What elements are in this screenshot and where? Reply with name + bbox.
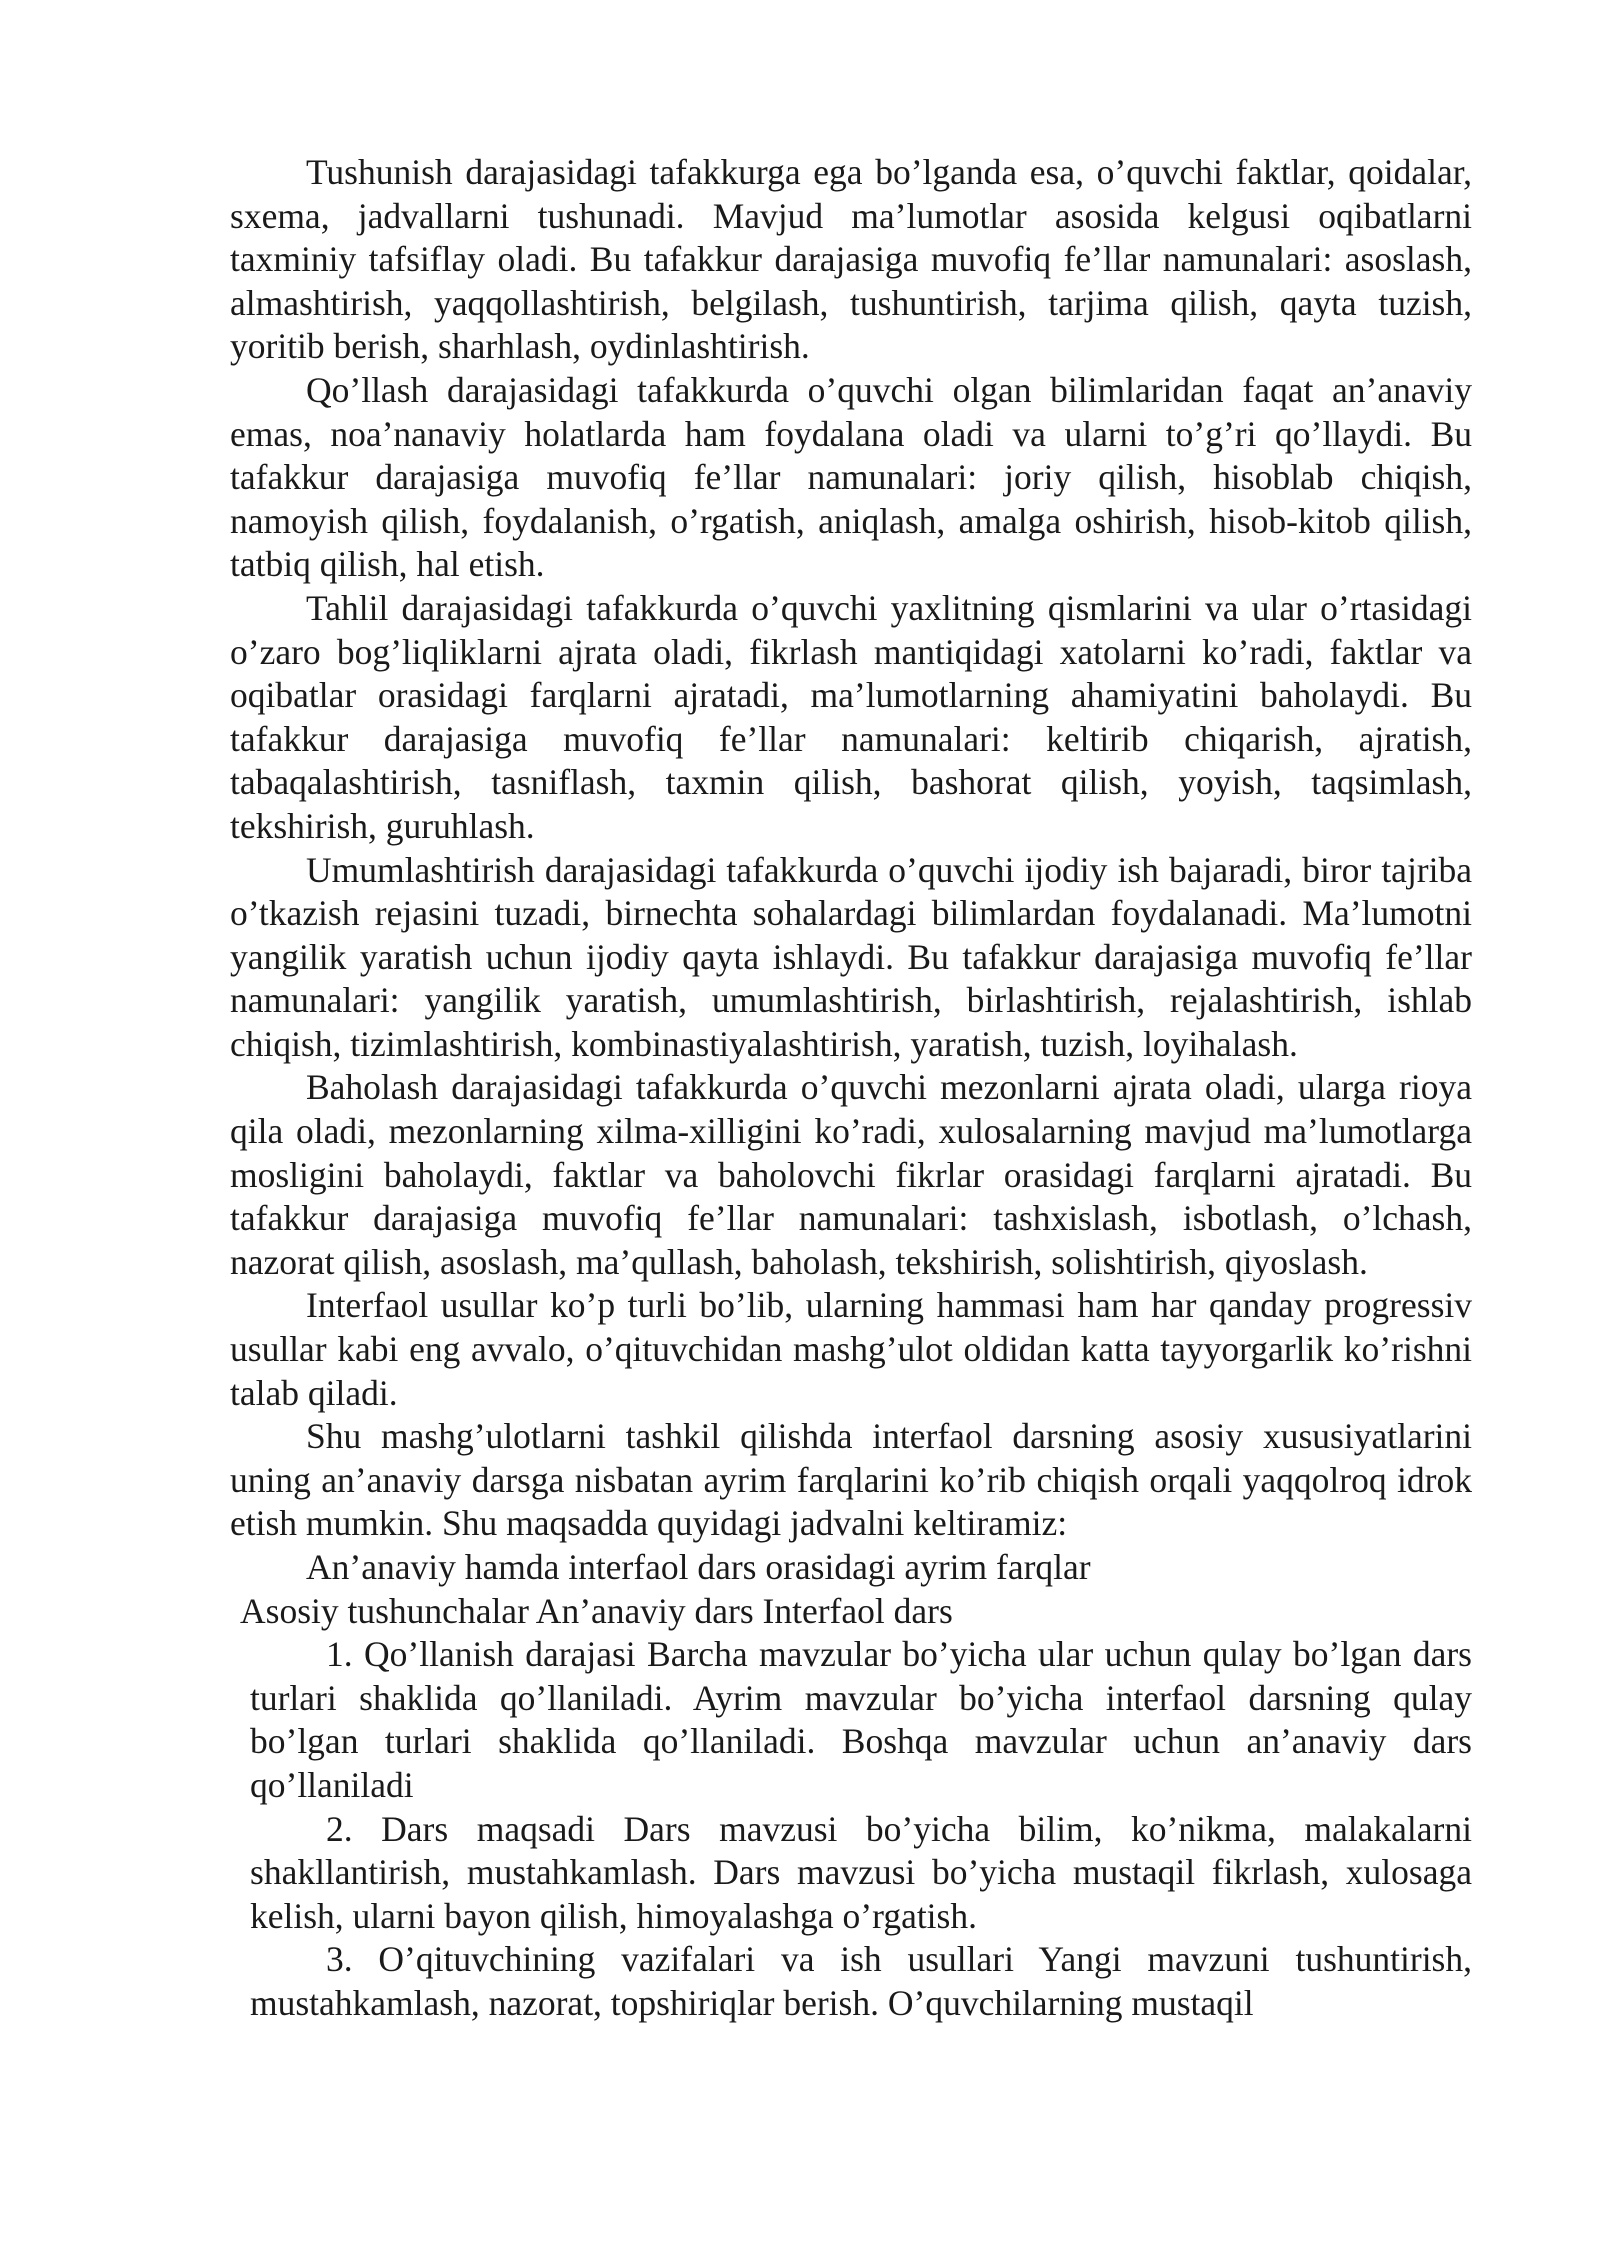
table-title: An’anaviy hamda interfaol dars orasidagi ayrim farqlar: [306, 1547, 1091, 1587]
document-body: [230, 151, 1472, 2026]
paragraph-evaluation-level: Baholash darajasidagi tafakkurda o’quvchi mezonlarni ajrata oladi, ularga rioya qila oladi, mezonlarning xilma-xilligini ko’radi, xulosalarning mavjud ma’lumotlarga mosligini baholaydi, faktlar va baholovchi fikrlar orasidagi farqlarni ajratadi. Bu tafakkur darajasiga muvofiq fe’llar namunalari: tashxislash, isbotlash, o’lchash, nazorat qilish, asoslash, ma’qullash, baholash, tekshirish, solishtirish, qiyoslash.: [230, 1067, 1472, 1282]
table-column-headers: Asosiy tushunchalar An’anaviy dars Interfaol dars: [240, 1590, 953, 1631]
paragraph-application-level: Qo’llash darajasidagi tafakkurda o’quvchi olgan bilimlaridan faqat an’anaviy emas, noa’nanaviy holatlarda ham foydalana oladi va ularni to’g’ri qo’llaydi. Bu tafakkur darajasiga muvofiq fe’llar namunalari: joriy qilish, hisoblab chiqish, namoyish qilish, foydalanish, o’rgatish, aniqlash, amalga oshirish, hisob-kitob qilish, tatbiq qilish, hal etish.: [230, 369, 1472, 585]
paragraph-analysis-level: Tahlil darajasidagi tafakkurda o’quvchi yaxlitning qismlarini va ular o’rtasidagi o’zaro bog’liqliklarni ajrata oladi, fikrlash mantiqidagi xatolarni ko’radi, faktlar va oqibatlar orasidagi farqlarni ajratadi, ma’lumotlarning ahamiyatini baholaydi. Bu tafakkur darajasiga muvofiq fe’llar namunalari: keltirib chiqarish, ajratish, tabaqalashtirish, tasniflash, taxmin qilish, bashorat qilish, yoyish, taqsimlash, tekshirish, guruhlash.: [230, 587, 1472, 846]
paragraph-lesson-organization: Shu mashg’ulotlarni tashkil qilishda interfaol darsning asosiy xususiyatlarini uning an’anaviy darsga nisbatan ayrim farqlarini ko’rib chiqish orqali yaqqolroq idrok etish mumkin. Shu maqsadda quyidagi jadvalni keltiramiz:: [230, 1416, 1472, 1544]
list-item-lesson-goal: 2. Dars maqsadi Dars mavzusi bo’yicha bilim, ko’nikma, malakalarni shakllantirish, mustahkamlash. Dars mavzusi bo’yicha mustaqil fikrlash, xulosaga kelish, ularni bayon qilish, himoyalashga o’rgatish.: [250, 1808, 1472, 1936]
list-item-teacher-tasks: 3. O’qituvchining vazifalari va ish usullari Yangi mavzuni tushuntirish, mustahkamlash, nazorat, topshiriqlar berish. O’quvchilarning mustaqil: [250, 1939, 1472, 2023]
paragraph-understanding-level: Tushunish darajasidagi tafakkurga ega bo’lganda esa, o’quvchi faktlar, qoidalar, sxema, jadvallarni tushunadi. Mavjud ma’lumotlar asosida kelgusi oqibatlarni taxminiy tafsiflay oladi. Bu tafakkur darajasiga muvofiq fe’llar namunalari: asoslash, almashtirish, yaqqollashtirish, belgilash, tushuntirish, tarjima qilish, qayta tuzish, yoritib berish, sharhlash, oydinlashtirish.: [230, 152, 1472, 367]
list-item-application: 1. Qo’llanish darajasi Barcha mavzular bo’yicha ular uchun qulay bo’lgan dars turlari shaklida qo’llaniladi. Ayrim mavzular bo’yicha interfaol darsning qulay bo’lgan turlari shaklida qo’llaniladi. Boshqa mavzular uchun an’anaviy dars qo’llaniladi: [250, 1634, 1472, 1805]
paragraph-synthesis-level: Umumlashtirish darajasidagi tafakkurda o’quvchi ijodiy ish bajaradi, biror tajriba o’tkazish rejasini tuzadi, birnechta sohalardagi bilimlardan foydalanadi. Ma’lumotni yangilik yaratish uchun ijodiy qayta ishlaydi. Bu tafakkur darajasiga muvofiq fe’llar namunalari: yangilik yaratish, umumlashtirish, birlashtirish, rejalashtirish, ishlab chiqish, tizimlashtirish, kombinastiyalashtirish, yaratish, tuzish, loyihalash.: [230, 849, 1472, 1064]
paragraph-interactive-methods: Interfaol usullar ko’p turli bo’lib, ularning hammasi ham har qanday progressiv usullar kabi eng avvalo, o’qituvchidan mashg’ulot oldidan katta tayyorgarlik ko’rishni talab qiladi.: [230, 1285, 1472, 1413]
